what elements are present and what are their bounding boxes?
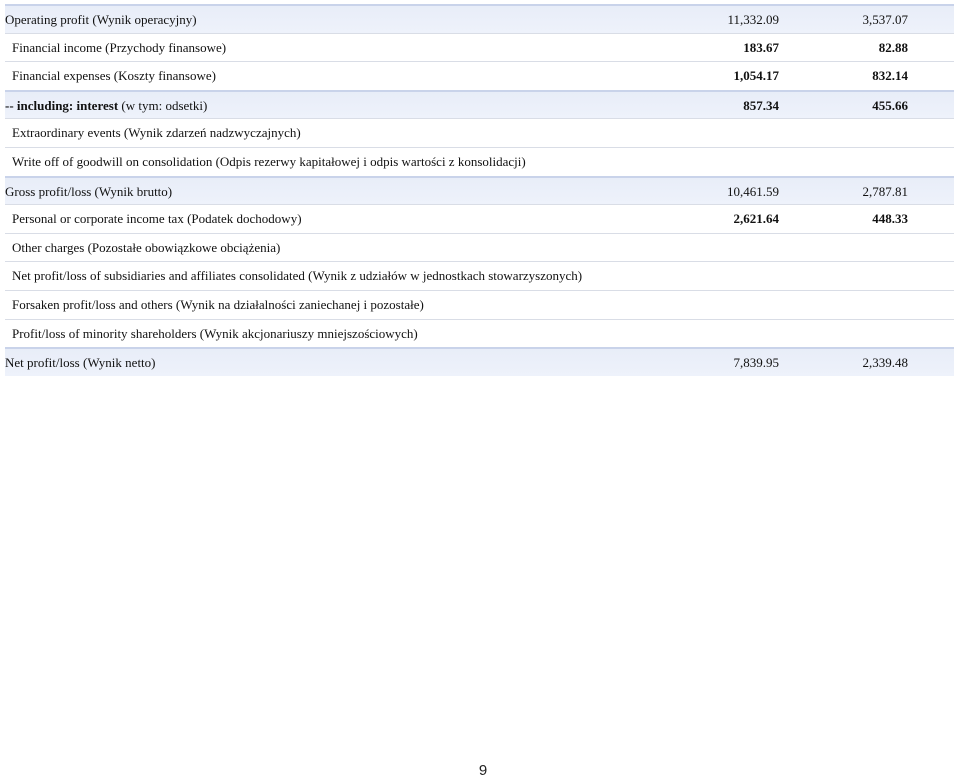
row-label: Profit/loss of minority shareholders (Wynik akcjonariuszy mniejszościowych) [12, 325, 418, 341]
table-row [5, 290, 954, 319]
row-label: -- including: interest (w tym: odsetki) [5, 97, 208, 113]
value-current: 1,054.17 [733, 68, 779, 84]
income-statement-table [5, 4, 954, 376]
row-label: Personal or corporate income tax (Podatek dochodowy) [12, 211, 302, 227]
value-previous: 832.14 [872, 68, 908, 84]
value-previous: 82.88 [878, 39, 908, 55]
row-label: Extraordinary events (Wynik zdarzeń nadzwyczajnych) [12, 125, 301, 141]
value-previous: 448.33 [872, 211, 908, 227]
table-row [5, 233, 954, 262]
value-current: 857.34 [743, 97, 779, 113]
row-label: Gross profit/loss (Wynik brutto) [5, 183, 173, 199]
table-row [5, 176, 954, 205]
table-row [5, 147, 954, 176]
table-row [5, 90, 954, 119]
table-row [5, 118, 954, 147]
row-label: Financial income (Przychody finansowe) [12, 39, 227, 55]
row-label: Net profit/loss (Wynik netto) [5, 355, 156, 371]
table-row [5, 61, 954, 90]
table-row [5, 4, 954, 33]
value-current: 7,839.95 [733, 355, 779, 371]
table-row [5, 261, 954, 290]
table-row [5, 347, 954, 376]
value-previous: 2,787.81 [862, 183, 908, 199]
table-row [5, 33, 954, 62]
row-label: Write off of goodwill on consolidation (Odpis rezerwy kapitałowej i odpis wartości z konsolidacji) [12, 153, 526, 169]
row-label: Forsaken profit/loss and others (Wynik na działalności zaniechanej i pozostałe) [12, 296, 424, 312]
value-previous: 3,537.07 [862, 12, 908, 27]
table-row [5, 204, 954, 233]
value-previous: 2,339.48 [862, 355, 908, 371]
value-current: 10,461.59 [727, 183, 779, 199]
page-number: 9 [478, 762, 488, 779]
row-label: Financial expenses (Koszty finansowe) [12, 68, 216, 84]
value-previous: 455.66 [872, 97, 908, 113]
row-label: Operating profit (Wynik operacyjny) [5, 12, 197, 27]
value-current: 11,332.09 [727, 12, 779, 27]
row-label: Net profit/loss of subsidiaries and affiliates consolidated (Wynik z udziałów w jednostkach stowarzyszonych) [12, 268, 583, 284]
row-label: Other charges (Pozostałe obowiązkowe obciążenia) [12, 239, 281, 255]
value-current: 2,621.64 [733, 211, 779, 227]
value-current: 183.67 [743, 39, 779, 55]
table-row [5, 319, 954, 348]
